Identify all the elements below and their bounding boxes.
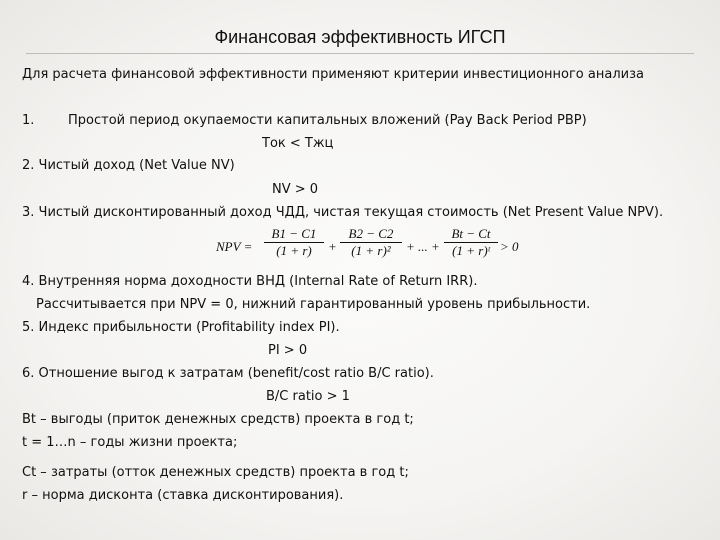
definition-bt: Bt – выгоды (приток денежных средств) проекта в год t; (22, 412, 414, 427)
definition-r: r – норма дисконта (ставка дисконтирования). (22, 488, 344, 503)
item1-text: Простой период окупаемости капитальных вложений (Pay Back Period PBP) (68, 113, 587, 128)
definition-ct: Ct – затраты (отток денежных средств) проекта в год t; (22, 465, 409, 480)
formula-rhs: > 0 (500, 239, 519, 254)
item4-note: Рассчитывается при NPV = 0, нижний гарантированный уровень прибыльности. (36, 297, 591, 312)
formula-term1-denominator: (1 + r) (276, 243, 312, 258)
formula-term3 (444, 226, 498, 259)
item5-criterion: PI > 0 (268, 343, 308, 358)
item3-text: 3. Чистый дисконтированный доход ЧДД, чистая текущая стоимость (Net Present Value NPV). (22, 205, 664, 220)
npv-formula (216, 226, 519, 270)
item1-criterion: Ток < Тжц (262, 136, 334, 151)
intro-text: Для расчета финансовой эффективности применяют критерии инвестиционного анализа (22, 67, 644, 82)
item2-text: 2. Чистый доход (Net Value NV) (22, 158, 235, 173)
formula-plus: + (328, 239, 337, 254)
formula-term3-numerator: Bt − Ct (444, 226, 498, 243)
item1-number: 1. (22, 113, 35, 128)
item4-text: 4. Внутренняя норма доходности ВНД (Internal Rate of Return IRR). (22, 274, 478, 289)
item5-text: 5. Индекс прибыльности (Profitability index PI). (22, 320, 340, 335)
slide-title: Финансовая эффективность ИГСП (214, 27, 506, 47)
formula-term1 (264, 226, 324, 259)
title-divider (26, 53, 694, 54)
formula-dots: + ... + (406, 239, 440, 254)
formula-term2 (340, 226, 402, 259)
formula-term3-denominator: (1 + r)ᵗ (452, 243, 490, 258)
formula-lhs: NPV = (216, 239, 253, 254)
definition-t: t = 1…n – годы жизни проекта; (22, 435, 238, 450)
item6-text: 6. Отношение выгод к затратам (benefit/cost ratio B/C ratio). (22, 366, 434, 381)
formula-term2-denominator: (1 + r)² (351, 243, 391, 258)
item6-criterion: B/C ratio > 1 (266, 389, 350, 404)
formula-term2-numerator: B2 − C2 (340, 226, 402, 243)
item2-criterion: NV > 0 (272, 182, 319, 197)
formula-term1-numerator: B1 − C1 (264, 226, 324, 243)
